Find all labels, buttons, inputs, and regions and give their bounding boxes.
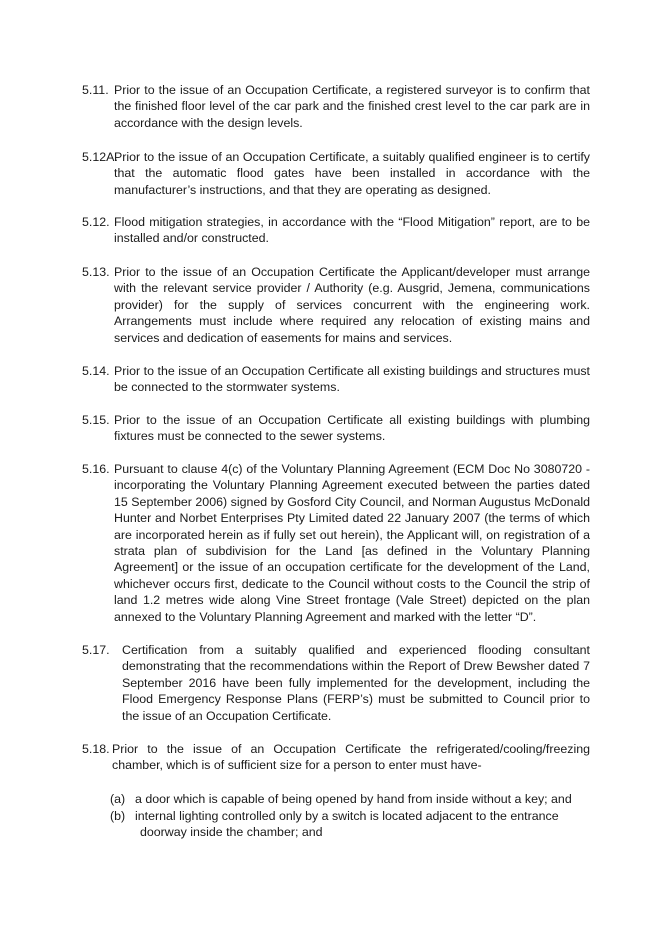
clause-5-18: [82, 741, 590, 774]
subitem-a: [110, 791, 590, 807]
clause-5-14: [82, 363, 590, 396]
subitem-label: (b): [110, 809, 126, 823]
subitem-text: internal lighting controlled only by a switch is located adjacent to the entrance: [135, 809, 559, 823]
clause-text: Flood mitigation strategies, in accordance with the “Flood Mitigation” report, are to be installed and/or constructed.: [114, 215, 590, 246]
subitem-text: a door which is capable of being opened by hand from inside without a key; and: [135, 792, 572, 806]
clause-5-16: [82, 461, 590, 625]
clause-5-17: [82, 642, 590, 724]
subitem-b: [110, 808, 590, 841]
clause-text: Prior to the issue of an Occupation Certificate, a suitably qualified engineer is to certify that the automatic flood gates have been installed in accordance with the manufacturer’s instructions, and that they are operating as designed.: [114, 150, 590, 197]
clause-number: 5.15.: [82, 413, 110, 427]
clause-5-11: [82, 82, 590, 131]
clause-text: Prior to the issue of an Occupation Certificate all existing buildings with plumbing fixtures must be connected to the sewer systems.: [114, 413, 590, 444]
clause-5-13: [82, 264, 590, 346]
clause-number: 5.14.: [82, 364, 110, 378]
clause-text: Prior to the issue of an Occupation Certificate the Applicant/developer must arrange with the relevant service provider / Authority (e.g. Ausgrid, Jemena, communications provider) for the supply of services concurrent with the engineering work. Arrangements must include where required any relocation of existing mains and services and dedication of easements for mains and services.: [114, 265, 590, 345]
clause-5-12a: [82, 149, 590, 198]
clause-number: 5.18.: [82, 742, 110, 756]
clause-number: 5.17.: [82, 643, 110, 657]
subitem-label: (a): [110, 792, 126, 806]
clause-number: 5.12.: [82, 215, 110, 229]
clause-text: Prior to the issue of an Occupation Certificate the refrigerated/cooling/freezing chamber, which is of sufficient size for a person to enter must have-: [112, 742, 590, 773]
clause-text: Prior to the issue of an Occupation Certificate all existing buildings and structures must be connected to the stormwater systems.: [114, 364, 590, 395]
clause-5-12: [82, 214, 590, 247]
clause-text: Certification from a suitably qualified and experienced flooding consultant demonstrating that the recommendations within the Report of Drew Bewsher dated 7 September 2016 have been fully implemented for the development, including the Flood Emergency Response Plans (FERP’s) must be submitted to Council prior to the issue of an Occupation Certificate.: [122, 643, 590, 723]
clause-number: 5.16.: [82, 462, 110, 476]
clause-number: 5.13.: [82, 265, 110, 279]
subitem-text-continuation: doorway inside the chamber; and: [140, 825, 323, 840]
clause-number: 5.11.: [82, 83, 109, 97]
clause-number: 5.12A.: [82, 150, 118, 164]
clause-5-15: [82, 412, 590, 445]
clause-text: Prior to the issue of an Occupation Certificate, a registered surveyor is to confirm that the finished floor level of the car park and the finished crest level to the car park are in accordance with the design levels.: [114, 83, 590, 130]
clause-text: Pursuant to clause 4(c) of the Voluntary Planning Agreement (ECM Doc No 3080720 - incorporating the Voluntary Planning Agreement executed between the parties dated 15 September 2006) signed by Gosford City Council, and Norman Augustus McDonald Hunter and Norbet Enterprises Pty Limited dated 22 January 2007 (the terms of which are incorporated herein as if fully set out herein), the Applicant will, on registration of a strata plan of subdivision for the Land [as defined in the Voluntary Planning Agreement] or the issue of an occupation certificate for the development of the Land, whichever occurs first, dedicate to the Council without costs to the Council the strip of land 1.2 metres wide along Vine Street frontage (Vale Street) depicted on the plan annexed to the Voluntary Planning Agreement and marked with the letter “D”.: [114, 462, 590, 624]
